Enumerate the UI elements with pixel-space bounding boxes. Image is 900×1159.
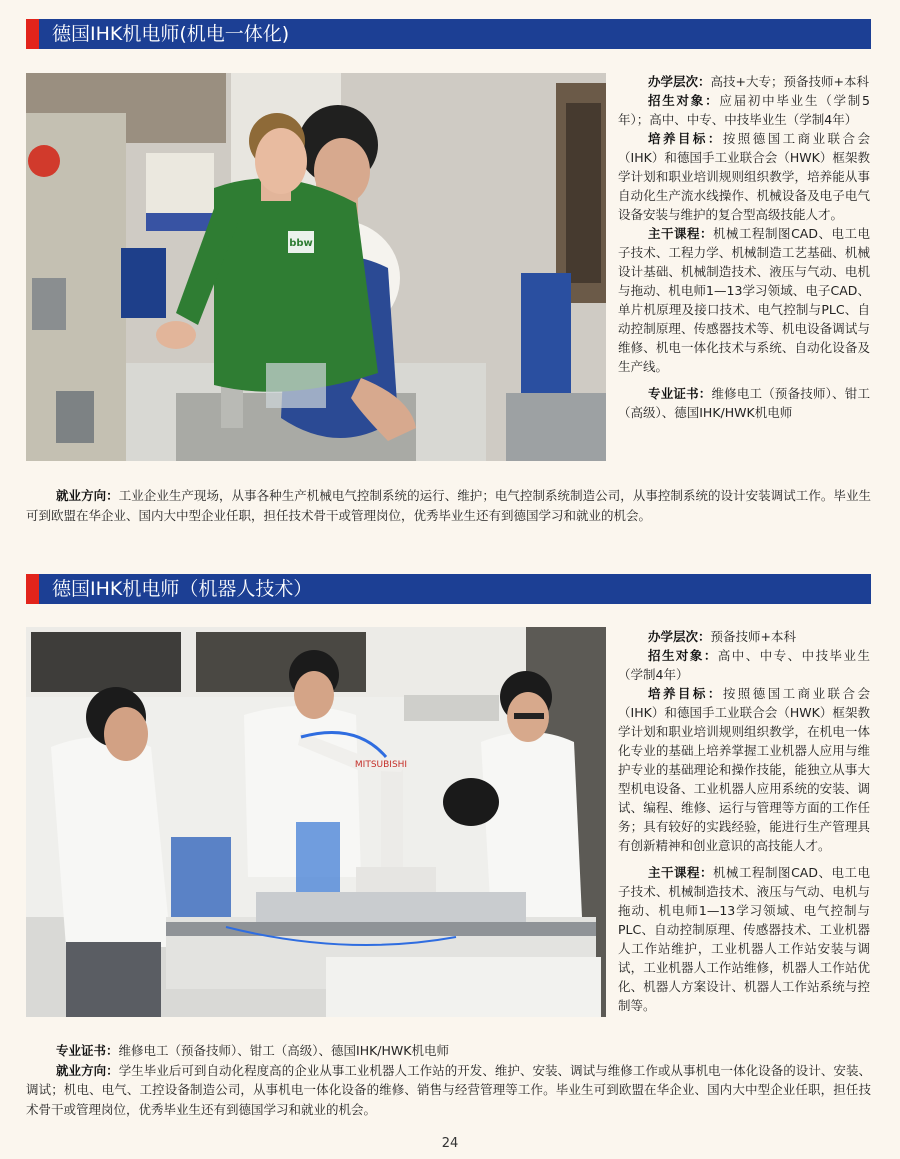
courses-label: 主干课程： bbox=[648, 865, 714, 880]
section1-title: 德国IHK机电师(机电一体化) bbox=[52, 23, 290, 45]
shirt-logo: bbw bbox=[289, 238, 313, 249]
section2-courses bbox=[618, 863, 870, 1015]
level-label: 办学层次： bbox=[648, 74, 711, 89]
career-value: 工业企业生产现场，从事各种生产机械电气控制系统的运行、维护；电气控制系统制造公司，从事控制系统的设计安装调试工作。毕业生可到欧盟在华企业、国内大中型企业任职，担任技术骨干或管理岗位，优秀毕业生还有到德国学习和就业的机会。 bbox=[26, 488, 871, 523]
section1-photo bbox=[26, 73, 606, 461]
cert-value: 维修电工（预备技师）、钳工（高级）、德国IHK/HWK机电师 bbox=[118, 1043, 449, 1058]
cert-label: 专业证书： bbox=[56, 1043, 119, 1058]
section2-target bbox=[618, 646, 870, 684]
courses-value: 机械工程制图CAD、电工电子技术、机械制造技术、液压与气动、电机与拖动、机电师1—13学习领域、电气控制与PLC、自动控制原理、传感器技术、工业机器人工作站维护，工业机器人工作站安装与调试，工业机器人工作站维修，机器人工作站优化、机器人方案设计、机器人工作站系统与控制等。 bbox=[618, 865, 870, 1013]
page-number: 24 bbox=[441, 1136, 459, 1151]
level-value: 预备技师+本科 bbox=[710, 629, 796, 644]
courses-label: 主干课程： bbox=[648, 226, 714, 241]
section2-title: 德国IHK机电师（机器人技术） bbox=[52, 578, 313, 600]
section2-header bbox=[26, 574, 871, 604]
cert-value: 维修电工（预备技师）、钳工（高级）、德国IHK/HWK机电师 bbox=[618, 386, 870, 420]
section1-courses bbox=[618, 224, 870, 376]
section1-goal bbox=[618, 129, 870, 224]
section2-photo bbox=[26, 627, 606, 1017]
section1-info bbox=[618, 72, 870, 422]
section1-career bbox=[26, 486, 871, 525]
section1-level bbox=[618, 72, 870, 91]
header-accent-mark bbox=[26, 19, 39, 49]
career-label: 就业方向： bbox=[56, 488, 119, 503]
section2-bottom bbox=[26, 1041, 871, 1119]
section2-level bbox=[618, 627, 870, 646]
section1-header bbox=[26, 19, 871, 49]
target-label: 招生对象： bbox=[648, 93, 720, 108]
cert-label: 专业证书： bbox=[648, 386, 712, 401]
level-label: 办学层次： bbox=[648, 629, 711, 644]
courses-value: 机械工程制图CAD、电工电子技术、工程力学、机械制造工艺基础、机械设计基础、机械制造技术、液压与气动、电机与拖动、机电师1—13学习领域、电子CAD、单片机原理及接口技术、电气控制与PLC、自动控制原理、传感器技术等、机电设备调试与维修、机电一体化技术与系统、自动化设备及生产线。 bbox=[618, 226, 870, 374]
section1-cert bbox=[618, 384, 870, 422]
career-value: 学生毕业后可到自动化程度高的企业从事工业机器人工作站的开发、维护、安装、调试与维修工作或从事机电一体化设备的设计、安装、调试；机电、电气、工控设备制造公司，从事机电一体化设备的维修、销售与经营管理等工作。毕业生可到欧盟在华企业、国内大中型企业任职，担任技术骨干或管理岗位，优秀毕业生还有到德国学习和就业的机会。 bbox=[26, 1062, 871, 1117]
goal-value: 按照德国工商业联合会（IHK）和德国手工业联合会（HWK）框架教学计划和职业培训规则组织教学，培养能从事自动化生产流水线操作、机械设备及电子电气设备安装与维护的复合型高级技能人才。 bbox=[618, 131, 870, 222]
target-label: 招生对象： bbox=[648, 648, 718, 663]
section1-target bbox=[618, 91, 870, 129]
section2-info bbox=[618, 627, 870, 1015]
goal-value: 按照德国工商业联合会（IHK）和德国手工业联合会（HWK）框架教学计划和职业培训规则组织教学，在机电一体化专业的基础上培养掌握工业机器人应用与维护专业的基础理论和操作技能，能独立从事大型机电设备、工业机器人应用系统的安装、调试、编程、维修、运行与管理等方面的工作任务；具有较好的实践经验，能进行生产管理具有创新精神和创业意识的高技能人才。 bbox=[618, 686, 870, 853]
target-value: 应届初中毕业生（学制5年）；高中、中专、中技毕业生（学制4年） bbox=[618, 93, 870, 127]
header-accent-mark bbox=[26, 574, 39, 604]
section2-career bbox=[26, 1061, 871, 1120]
goal-label: 培养目标： bbox=[648, 686, 723, 701]
section2-goal bbox=[618, 684, 870, 855]
target-value: 高中、中专、中技毕业生（学制4年） bbox=[618, 648, 870, 682]
robot-brand-label: MITSUBISHI bbox=[354, 760, 408, 770]
career-label: 就业方向： bbox=[56, 1062, 119, 1078]
section2-cert bbox=[26, 1041, 871, 1061]
level-value: 高技+大专；预备技师+本科 bbox=[710, 74, 869, 89]
goal-label: 培养目标： bbox=[648, 131, 723, 146]
